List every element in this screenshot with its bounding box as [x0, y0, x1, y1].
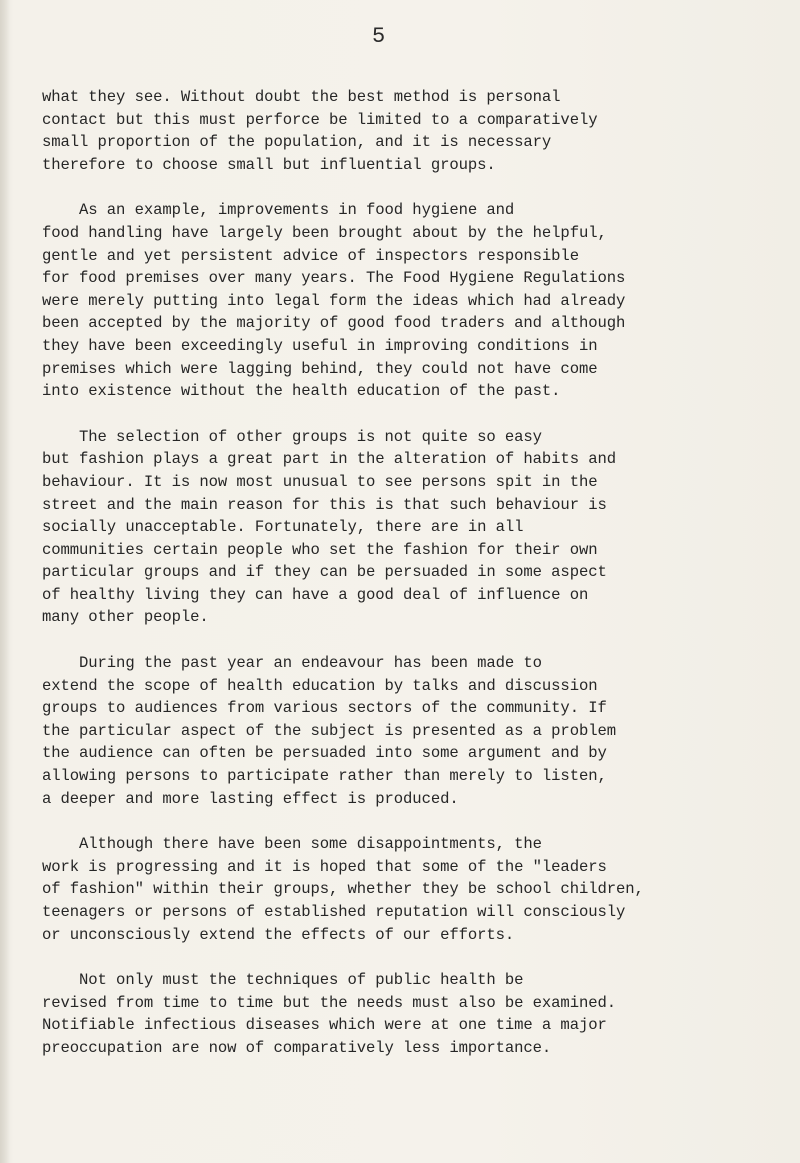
text-line: the particular aspect of the subject is presented as a problem: [42, 721, 616, 740]
text-line: what they see. Without doubt the best method is personal: [42, 88, 561, 106]
text-line: socially unacceptable. Fortunately, there are in all: [42, 518, 524, 537]
text-line: groups to audiences from various sectors of the community. If: [42, 699, 607, 718]
text-line: for food premises over many years. The Food Hygiene Regulations: [42, 269, 626, 288]
text-line: were merely putting into legal form the ideas which had already: [42, 291, 626, 310]
text-line: small proportion of the population, and it is necessary: [42, 133, 552, 152]
text-line: a deeper and more lasting effect is produced.: [42, 789, 459, 808]
text-line: Not only must the techniques of public health be: [42, 971, 524, 990]
text-line: particular groups and if they can be persuaded in some aspect: [42, 563, 607, 582]
text-line: of healthy living they can have a good deal of influence on: [42, 585, 589, 604]
text-line: work is progressing and it is hoped that some of the "leaders: [42, 857, 607, 876]
text-line: into existence without the health education of the past.: [42, 382, 561, 401]
text-line: Notifiable infectious diseases which were at one time a major: [42, 1016, 607, 1035]
text-line: The selection of other groups is not quite so easy: [42, 427, 542, 446]
paragraph: [42, 969, 782, 1059]
text-line: food handling have largely been brought about by the helpful,: [42, 223, 607, 242]
paragraph: [42, 86, 782, 176]
text-line: teenagers or persons of established reputation will consciously: [42, 903, 626, 921]
body-text: [42, 86, 782, 1083]
page-number: 5: [372, 24, 386, 49]
text-line: behaviour. It is now most unusual to see persons spit in the: [42, 472, 598, 491]
text-line: communities certain people who set the fashion for their own: [42, 540, 598, 559]
text-line: they have been exceedingly useful in improving conditions in: [42, 336, 598, 355]
text-line: contact but this must perforce be limited to a comparatively: [42, 110, 598, 129]
text-line: revised from time to time but the needs must also be examined.: [42, 993, 616, 1012]
text-line: preoccupation are now of comparatively less importance.: [42, 1038, 552, 1057]
text-line: of fashion" within their groups, whether they be school children,: [42, 880, 644, 899]
text-line: many other people.: [42, 608, 209, 627]
text-line: Although there have been some disappointments, the: [42, 835, 542, 854]
text-line: been accepted by the majority of good food traders and although: [42, 314, 626, 333]
text-line: allowing persons to participate rather than merely to listen,: [42, 767, 607, 786]
paragraph: [42, 833, 782, 946]
text-line: street and the main reason for this is that such behaviour is: [42, 495, 607, 514]
text-line: but fashion plays a great part in the alteration of habits and: [42, 450, 616, 469]
paragraph: [42, 199, 782, 402]
binding-shadow: [0, 0, 10, 1163]
text-line: gentle and yet persistent advice of inspectors responsible: [42, 246, 579, 265]
text-line: extend the scope of health education by talks and discussion: [42, 676, 598, 695]
paragraph: [42, 652, 782, 810]
text-line: During the past year an endeavour has been made to: [42, 654, 542, 673]
text-line: As an example, improvements in food hygiene and: [42, 201, 515, 220]
text-line: or unconsciously extend the effects of our efforts.: [42, 925, 515, 944]
text-line: premises which were lagging behind, they could not have come: [42, 359, 598, 378]
text-line: the audience can often be persuaded into some argument and by: [42, 744, 607, 763]
text-line: therefore to choose small but influential groups.: [42, 155, 496, 174]
paragraph: [42, 426, 782, 629]
